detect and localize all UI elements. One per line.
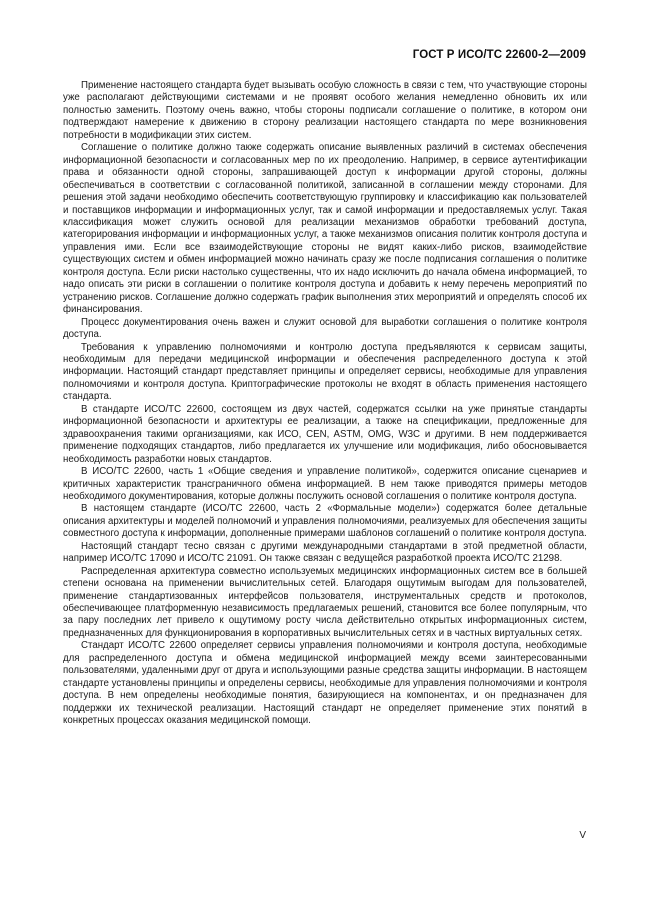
paragraph: Стандарт ИСО/ТС 22600 определяет сервисы управления полномочиями и контроля доступа, необходимые для распределенного доступа и обмена медицинской информацией между всеми заинтересованными пользователями, удаленными друг от друга и использующими разные средства защиты информации. В настоящем стандарте установлены принципы и определены сервисы, необходимые для управления полномочиями и контроля доступа. В нем определены необходимые понятия, базирующиеся на компонентах, и он предназначен для поддержки их технической реализации. Настоящий стандарт не определяет применение этих понятий в конкретных процессах оказания медицинской помощи. [63,640,587,727]
body-text [63,80,587,728]
paragraph: Применение настоящего стандарта будет вызывать особую сложность в связи с тем, что участвующие стороны уже располагают действующими системами и не проявят особого желания немедленно обновить их или полностью заменить. Поэтому очень важно, чтобы стороны подписали соглашение о политике, в котором они подтверждают намерение к движению в сторону реализации настоящего стандарта по мере возникновения потребности в модификации этих систем. [63,80,587,141]
page-number: V [579,830,586,841]
paragraph: Процесс документирования очень важен и служит основой для выработки соглашения о политике контроля доступа. [63,316,587,341]
paragraph: В ИСО/ТС 22600, часть 1 «Общие сведения и управление политикой», содержится описание сценариев и критичных характеристик трансграничного обмена информацией. В нем также приводятся примеры методов необходимого документирования, которые должны послужить основой соглашения о политике контроля доступа. [63,466,587,502]
document-header: ГОСТ Р ИСО/ТС 22600-2—2009 [412,49,586,61]
paragraph: Требования к управлению полномочиями и контролю доступа предъявляются к сервисам защиты, необходимым для передачи медицинской информации и обеспечения распределенного доступа к этой информации. Настоящий стандарт представляет принципы и определяет сервисы, необходимые для управления полномочиями и контроля доступа. Криптографические протоколы не входят в область применения настоящего стандарта. [63,341,587,403]
paragraph: Настоящий стандарт тесно связан с другими международными стандартами в этой предметной области, например ИСО/ТС 17090 и ИСО/ТС 21091. Он также связан с ведущейся разработкой проекта ИСО/ТС 21298. [63,540,587,565]
paragraph: Распределенная архитектура совместно используемых медицинских информационных систем все в большей степени основана на применении вычислительных сетей. Благодаря ощутимым выгодам для пользователей, применение стандартизованных интерфейсов пользователя, инструментальных средств и протоколов, обеспечивающее платформенную независимость предлагаемых решений, становится все более популярным, что за пару последних лет привело к ощутимому росту числа действительно открытых информационных систем, предназначенных для функционирования в корпоративных вычислительных сетях и в частных виртуальных сетях. [63,565,587,639]
paragraph: Соглашение о политике должно также содержать описание выявленных различий в системах обеспечения информационной безопасности и согласованных мер по их преодолению. Например, в сервисе аутентификации права и обязанности одной стороны, запрашивающей доступ к информации другой стороны, должны обеспечиваться в соответствии с согласованной политикой, записанной в соглашении между сторонами. Для решения этой задачи необходимо обеспечить соответствующую группировку и классификацию как пользователей и поставщиков информации и информационных услуг, так и самой информации и предоставляемых услуг. Такая классификация может служить основой для реализации механизмов обработки требований доступа, категорирования информации и информационных услуг, а также механизмов описания политик контроля доступа и управления ими. Если все взаимодействующие стороны не видят каких-либо рисков, взаимодействие существующих систем и обмен информацией можно начинать сразу же после подписания соглашения о политике контроля доступа. Если риски настолько существенны, что их надо исключить до начала обмена информацией, то надо описать эти риски в соглашении о политике контроля доступа и добавить к нему перечень мероприятий по устранению рисков. Соглашение должно содержать график выполнения этих мероприятий и определять способ их финансирования. [63,142,587,316]
paragraph: В стандарте ИСО/ТС 22600, состоящем из двух частей, содержатся ссылки на уже принятые стандарты информационной безопасности и архитектуры ее реализации, а также на спецификации, предложенные для здравоохранения такими организациями, как ИСО, CEN, ASTM, OMG, W3C и другими. В нем поддерживается применение подходящих стандартов, либо предлагается их улучшение или модификация, либо обосновывается необходимость разработки новых стандартов. [63,403,587,465]
paragraph: В настоящем стандарте (ИСО/ТС 22600, часть 2 «Формальные модели») содержатся более детальные описания архитектуры и моделей полномочий и управления полномочиями, реализуемых для обеспечения защиты совместного доступа к информации, дополненные примерами шаблонов соглашений о политике контроля доступа. [63,503,587,540]
